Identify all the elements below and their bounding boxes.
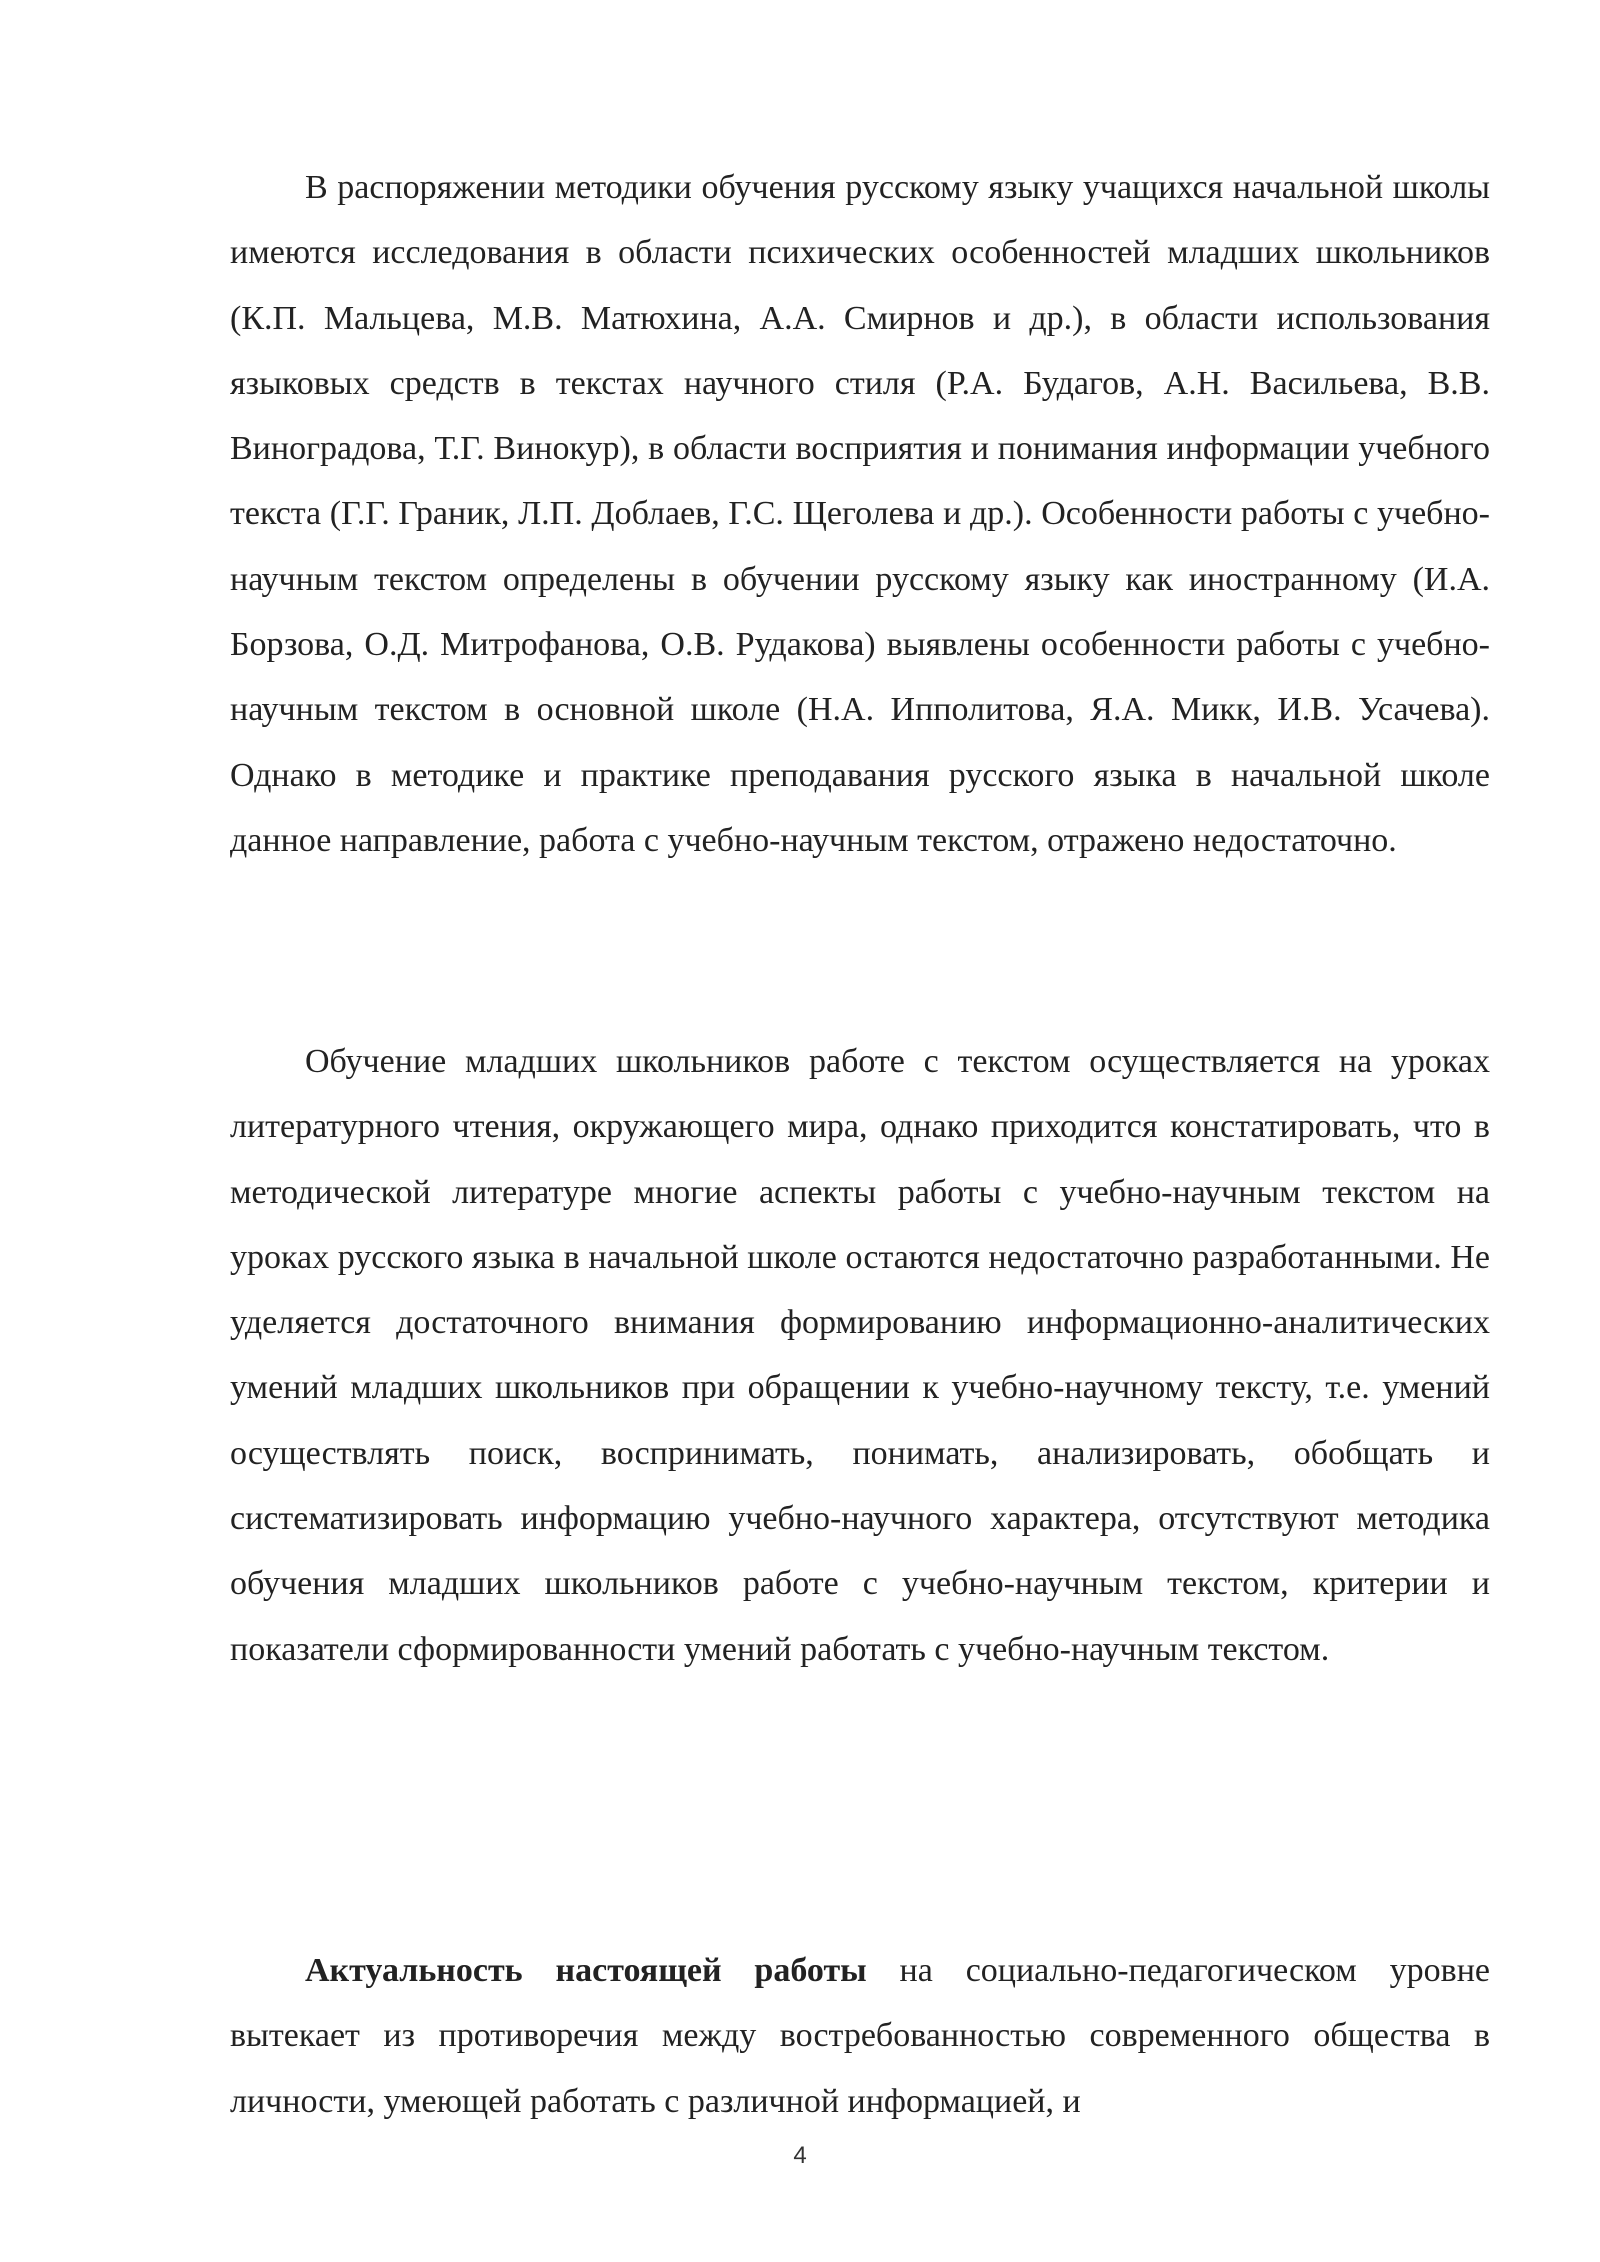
paragraph-relevance: [230, 1938, 1490, 2134]
paragraph-research-overview: В распоряжении методики обучения русскому языку учащихся начальной школы имеются исследования в области психических особенностей младших школьников (К.П. Мальцева, М.В. Матюхина, А.А. Смирнов и др.), в области использования языковых средств в текстах научного стиля (Р.А. Будагов, А.Н. Васильева, В.В. Виноградова, Т.Г. Винокур), в области восприятия и понимания информации учебного текста (Г.Г. Граник, Л.П. Доблаев, Г.С. Щеголева и др.). Особенности работы с учебно-научным текстом определены в обучении русскому языку как иностранному (И.А. Борзова, О.Д. Митрофанова, О.В. Рудакова) выявлены особенности работы с учебно-научным текстом в основной школе (Н.А. Ипполитова, Я.А. Микк, И.В. Усачева). Однако в методике и практике преподавания русского языка в начальной школе данное направление, работа с учебно-научным текстом, отражено недостаточно.: [230, 169, 1490, 859]
paragraph-teaching-problems: Обучение младших школьников работе с текстом осуществляется на уроках литературного чтения, окружающего мира, однако приходится констатировать, что в методической литературе многие аспекты работы с учебно-научным текстом на уроках русского языка в начальной школе остаются недостаточно разработанными. Не уделяется достаточного внимания формированию информационно-аналитических умений младших школьников при обращении к учебно-научному тексту, т.е. умений осуществлять поиск, воспринимать, понимать, анализировать, обобщать и систематизировать информацию учебно-научного характера, отсутствуют методика обучения младших школьников работе с учебно-научным текстом, критерии и показатели сформированности умений работать с учебно-научным текстом.: [230, 1043, 1490, 1668]
page-number: 4: [793, 2142, 807, 2169]
relevance-heading: Актуальность настоящей работы: [305, 1952, 867, 1989]
relevance-text: на социально-педагогическом уровне вытекает из противоречия между востребованностью современного общества в личности, умеющей работать с различной информацией, и: [230, 1952, 1490, 2120]
